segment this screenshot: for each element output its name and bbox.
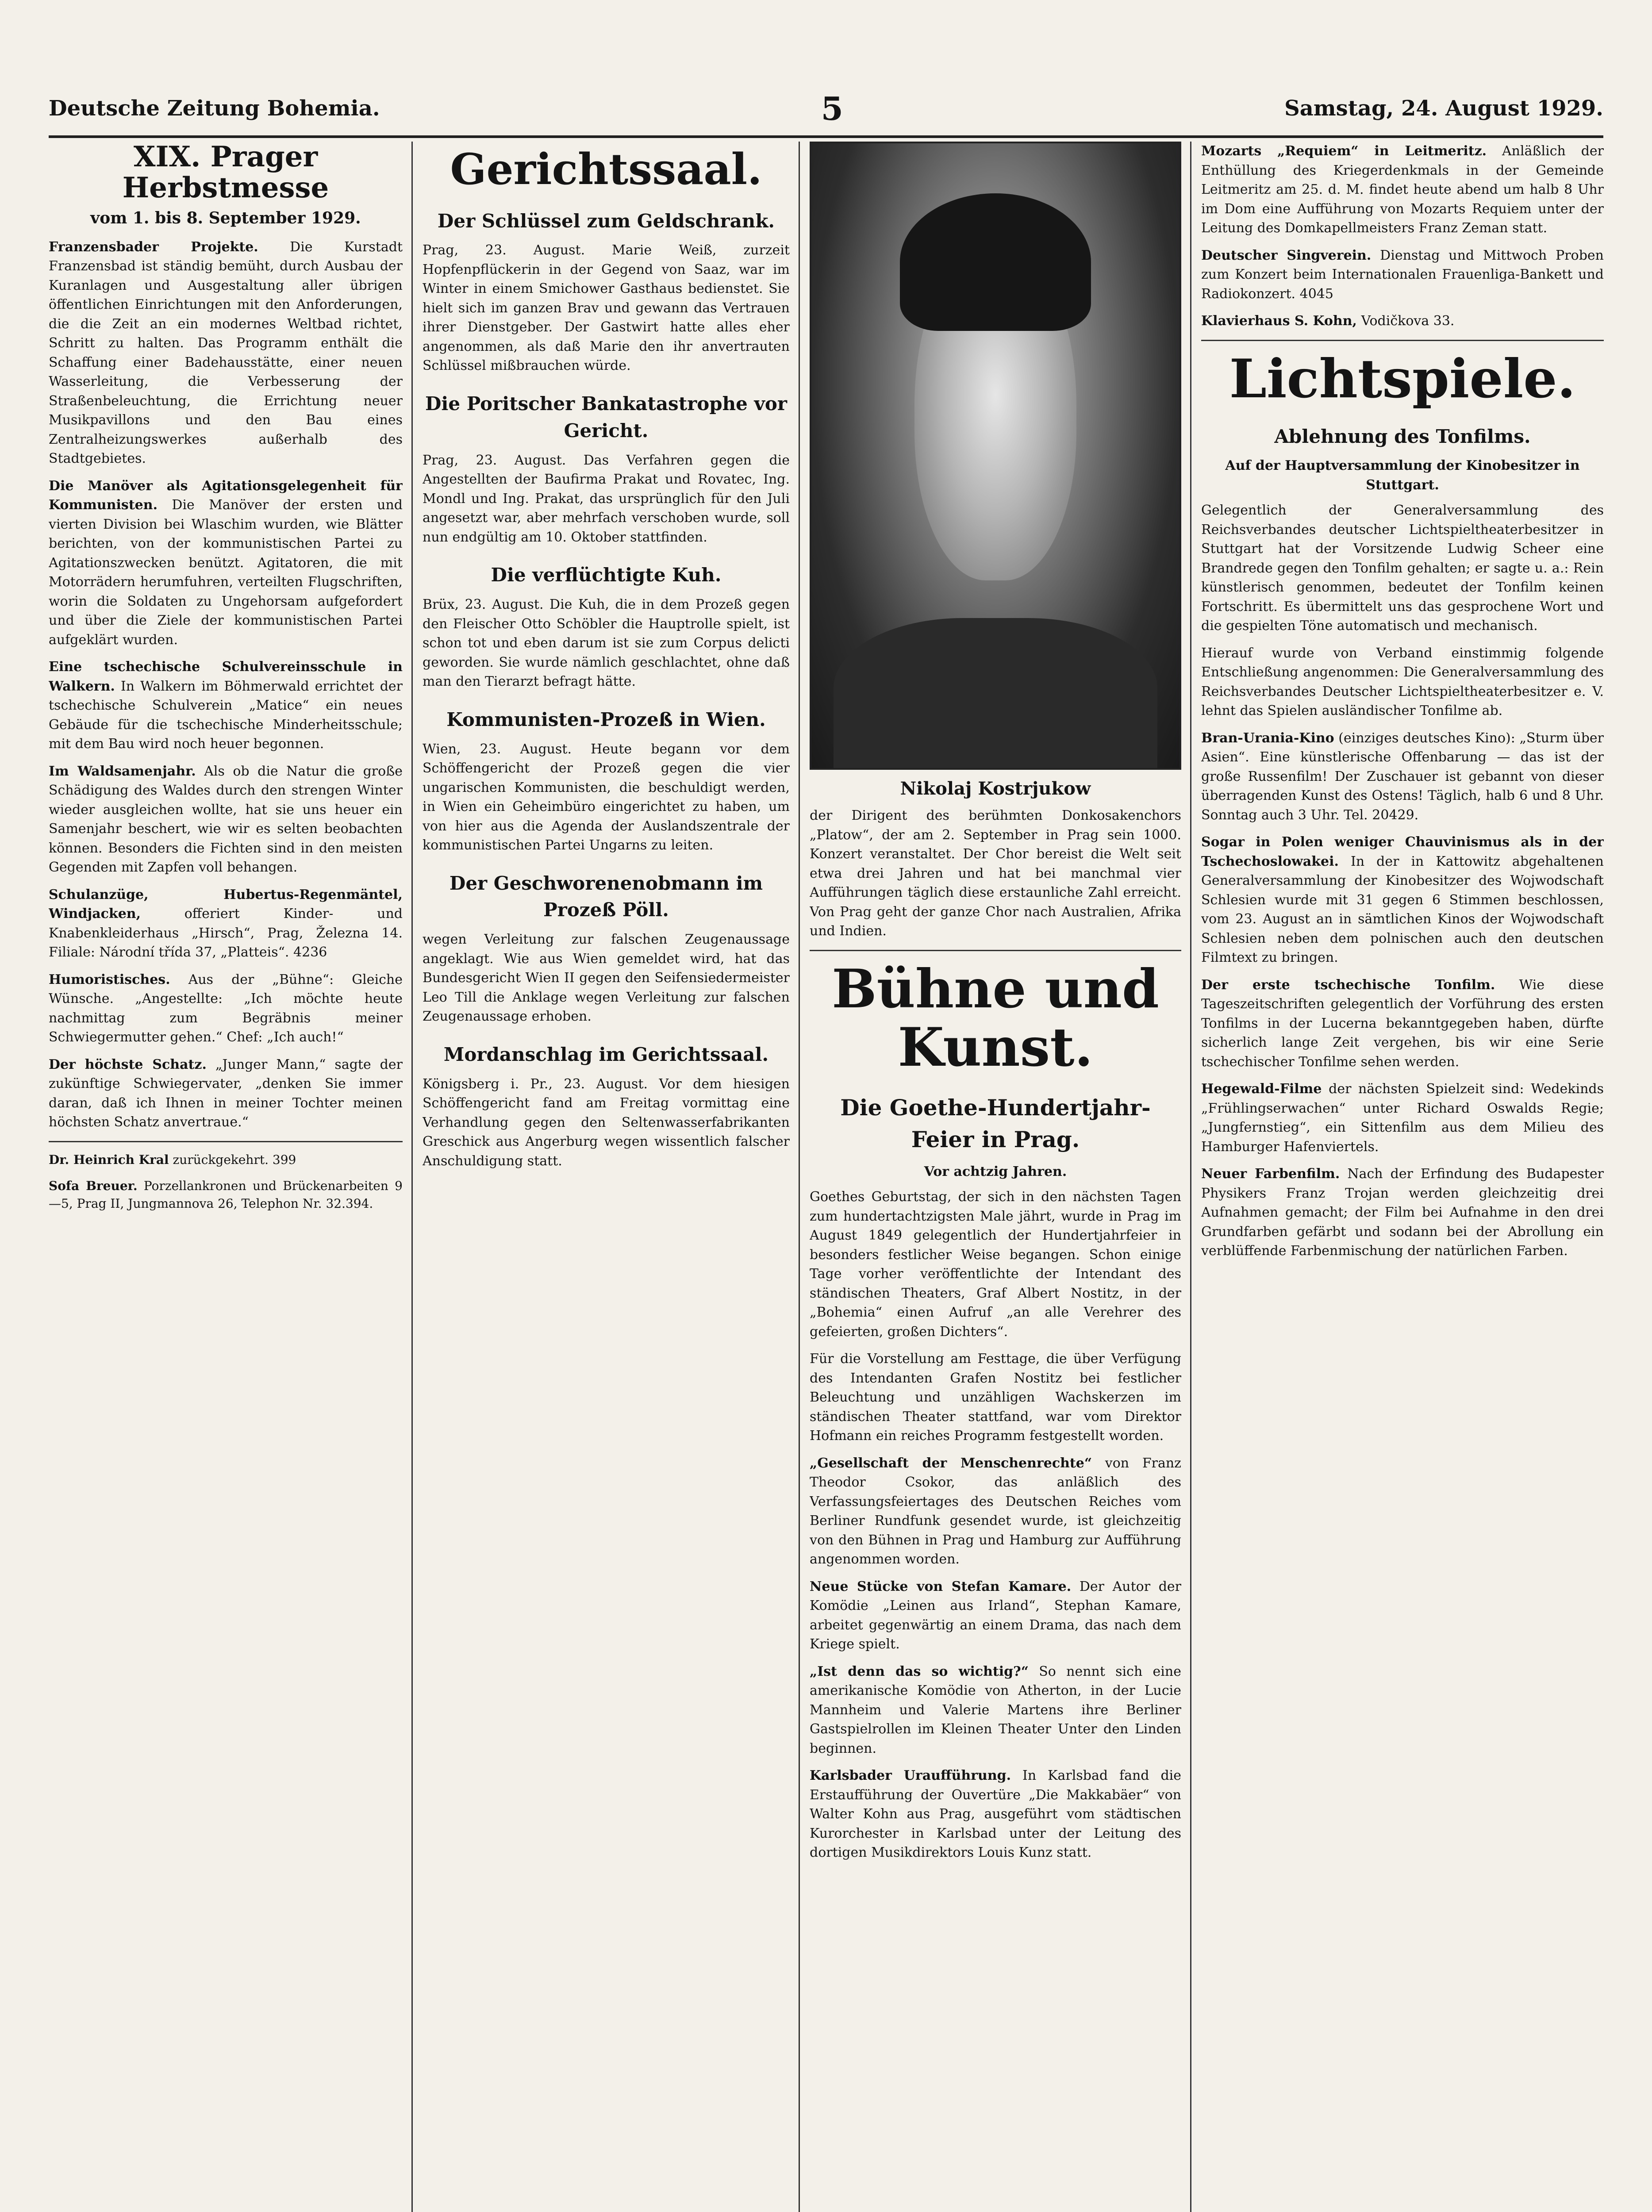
- paper-name: Deutsche Zeitung Bohemia.: [49, 96, 380, 121]
- article-tonfilm-1: Gelegentlich der Generalversammlung des Reichsverbandes deutscher Lichtspieltheaterbesitzer in Stuttgart hat der Vorsitzende Ludwig Scheer eine Brandrede gegen den Tonfilm gehalten; er sagte u. a.: Rein künstlerisch genommen, bedeutet der Tonfilm keinen Fortschritt. Es übermittelt uns das gesprochene Wort und die gespielten Töne automatisch und mechanisch.: [1201, 503, 1604, 634]
- tonfilm-title: Ablehnung des Tonfilms.: [1274, 425, 1531, 447]
- article-goethe-1: Goethes Geburtstag, der sich in den nächsten Tagen zum hundertachtzigsten Male jährt, wurde in Prag im August 1849 gelegentlich der Hundertjahrfeier in besonders festlicher Weise begangen. Schon einige Tage vorher veröffentlichte der Intendant des ständischen Theaters, Graf Albert Nostitz, in der „Bohemia“ einen Aufruf „an alle Verehrer des gefeierten, großen Dichters“.: [810, 1189, 1181, 1340]
- column-divider: [411, 142, 413, 2212]
- article-manoever: Die Manöver als Agitationsgelegenheit für Kommunisten. Die Manöver der ersten und vierten Division bei Wlaschim wurden, wie Blätter berichten, von der kommunistischen Partei zu Agitationszwecken benützt. Agitatoren, die mit Motorrädern herumfuhren, verteilten Flugschriften, worin die Soldaten zu Ungehorsam aufgefordert und über die Ziele der kommunistischen Partei aufgeklärt wurden.: [49, 478, 403, 648]
- article-farbenfilm: Neuer Farbenfilm. Nach der Erfindung des Budapester Physikers Franz Trojan werden gleichzeitig drei Aufnahmen gemacht; der Film bei Aufnahme in den drei Grundfarben gefärbt und sodann bei der Abrollung ein verblüffende Farbenmischung der natürlichen Farben.: [1201, 1166, 1604, 1259]
- masthead-rule: [49, 135, 1603, 138]
- photo-shoulders: [834, 618, 1157, 770]
- notice-kral: Dr. Heinrich Kral zurückgekehrt. 399: [49, 1152, 296, 1167]
- article-franzensbad: Franzensbader Projekte. Die Kurstadt Franzensbad ist ständig bemüht, durch Ausbau der Kuranlagen und Ausgestaltung aller übrigen öffentlichen Einrichtungen mit den Anforderungen, die die Zeit an ein modernes Weltbad richtet, Schritt zu halten. Das Programm enthält die Schaffung einer Badehausstätte, einer neuen Wasserleitung, die Verbesserung der Straßenbeleuchtung, die Errichtung neuer Musikpavillons und den Bau eines Zentralheizungswerkes außerhalb des Stadtgebietes.: [49, 239, 403, 467]
- ad-klavierhaus: Klavierhaus S. Kohn, Vodičkova 33.: [1201, 313, 1455, 329]
- issue-date: Samstag, 24. August 1929.: [1284, 96, 1603, 121]
- photo-text: der Dirigent des berühmten Donkosakenchors „Platow“, der am 2. September in Prag sein 1000. Konzert veranstaltet. Der Chor bereist die Welt seit etwa drei Jahren und hat bei manchmal vier Aufführungen täglich diese erstaunliche Zahl erreicht. Von Prag geht der ganze Chor nach Australien, Afrika und Indien.: [810, 808, 1181, 939]
- masthead: [49, 84, 1603, 133]
- section-title: Mordanschlag im Gerichtssaal.: [443, 1043, 769, 1065]
- section-title: Der Schlüssel zum Geldschrank.: [437, 210, 775, 232]
- messe-subline: vom 1. bis 8. September 1929.: [90, 208, 361, 227]
- photo-hair: [900, 193, 1091, 331]
- column-divider: [1190, 142, 1191, 2212]
- section-title: Die verflüchtigte Kuh.: [491, 564, 722, 586]
- article-walkern: Eine tschechische Schulvereinsschule in Walkern. In Walkern im Böhmerwald errichtet der tschechische Schulverein „Matice“ ein neues Gebäude für die tschechische Minderheitsschule; mit dem Bau wird noch heuer begonnen.: [49, 659, 403, 752]
- lichtspiele-headline: Lichtspiele.: [1229, 347, 1576, 410]
- article-humor: Humoristisches. Aus der „Bühne“: Gleiche Wünsche. „Angestellte: „Ich möchte heute nachmittag zum Begräbnis meiner Schwiegermutter gehen.“ Chef: „Ich auch!“: [49, 972, 403, 1045]
- page-number: 5: [821, 89, 843, 127]
- messe-headline: XIX. Prager Herbstmesse: [122, 142, 329, 205]
- article-polen: Sogar in Polen weniger Chauvinismus als in der Tschechoslowakei. In der in Kattowitz abgehaltenen Generalversammlung der Kinobesitzer des Wojwodschaft Schlesien wurde mit 31 gegen 6 Stimmen beschlossen, vom 23. August an in sämtlichen Kinos der Wojwodschaft Schlesien neben dem polnischen auch den deutschen Filmtext zu bringen.: [1201, 834, 1604, 966]
- gerichtssaal-headline: Gerichtssaal.: [450, 144, 762, 194]
- article-menschenrechte: „Gesellschaft der Menschenrechte“ von Franz Theodor Csokor, das anläßlich des Verfassungsfeiertages des Deutschen Reiches vom Berliner Rundfunk gesendet wurde, ist gleichzeitig von den Bühnen in Prag und Hamburg zur Aufführung angenommen worden.: [810, 1455, 1181, 1567]
- ad-breuer: Sofa Breuer. Porzellankronen und Brückenarbeiten 9—5, Prag II, Jungmannova 26, Telephon Nr. 32.394.: [49, 1178, 403, 1211]
- section-title: Der Geschworenenobmann im Prozeß Pöll.: [449, 872, 763, 921]
- portrait-photo: [810, 142, 1181, 770]
- article-kamare: Neue Stücke von Stefan Kamare. Der Autor der Komödie „Leinen aus Irland“, Stephan Kamare, arbeitet gegenwärtig an einem Drama, das nach dem Kriege spielt.: [810, 1578, 1181, 1652]
- article-bankatastrophe: Prag, 23. August. Das Verfahren gegen die Angestellten der Baufirma Prakat und Rovatec, Ing. Mondl und Ing. Prakat, das ursprünglich für den Juli angesetzt war, aber mehrfach verschoben wurde, soll nun endgültig am 10. Oktober stattfinden.: [423, 452, 790, 545]
- divider: [1201, 340, 1604, 341]
- article-goethe-2: Für die Vorstellung am Festtage, die über Verfügung des Intendanten Grafen Nostitz bei festlicher Beleuchtung und unzähligen Wachskerzen im ständischen Theater stattfand, war vom Direktor Hofmann ein reiches Programm festgestellt worden.: [810, 1351, 1181, 1444]
- article-kuh: Brüx, 23. August. Die Kuh, die in dem Prozeß gegen den Fleischer Otto Schöbler die Hauptrolle spielt, ist schon tot und eben darum ist sie zum Corpus delicti geworden. Sie wurde nämlich geschlachtet, ohne daß man den Tierarzt befragt hätte.: [423, 597, 790, 690]
- goethe-title: Die Goethe-Hundertjahr-Feier in Prag.: [840, 1094, 1151, 1152]
- article-waldsamen: Im Waldsamenjahr. Als ob die Natur die große Schädigung des Waldes durch den strengen Winter wieder ausgleichen wollte, hat sie uns heuer ein Samenjahr beschert, wie wir es selten beobachten können. Besonders die Fichten sind in den meisten Gegenden mit Zapfen voll behangen.: [49, 763, 403, 876]
- column-divider: [799, 142, 800, 2212]
- article-hegewald: Hegewald-Filme der nächsten Spielzeit sind: Wedekinds „Frühlingserwachen“ unter Richard Oswalds Regie; „Jungfernstieg“, ein Sittenfilm aus dem Milieu des Hamburger Hafenviertels.: [1201, 1081, 1604, 1155]
- article-schatz: Der höchste Schatz. „Junger Mann,“ sagte der zukünftige Schwiegervater, „denken Sie immer daran, daß ich Ihnen in meiner Tochter meinen höchsten Schatz anvertraue.“: [49, 1056, 403, 1130]
- tonfilm-subtitle: Auf der Hauptversammlung der Kinobesitzer in Stuttgart.: [1225, 458, 1580, 493]
- column-1: [49, 142, 403, 2212]
- photo-caption: Nikolaj Kostrjukow: [900, 778, 1091, 799]
- notice-singverein: Deutscher Singverein. Dienstag und Mittwoch Proben zum Konzert beim Internationalen Frauenliga-Bankett und Radiokonzert. 4045: [1201, 247, 1604, 302]
- article-wien: Wien, 23. August. Heute begann vor dem Schöffengericht der Prozeß gegen die vier ungarischen Kommunisten, die beschuldigt werden, in Wien ein Geheimbüro eingerichtet zu haben, um von hier aus die Agenda der Auslandszentrale der kommunistischen Partei Ungarns zu leiten.: [423, 741, 790, 853]
- divider: [810, 950, 1181, 951]
- divider: [49, 1141, 403, 1142]
- section-title: Kommunisten-Prozeß in Wien.: [446, 708, 766, 730]
- article-karlsbad: Karlsbader Uraufführung. In Karlsbad fand die Erstaufführung der Ouvertüre „Die Makkabäer“ von Walter Kohn aus Prag, ausgeführt vom städtischen Kurorchester in Karlsbad unter der Leitung des dortigen Musikdirektors Louis Kunz statt.: [810, 1768, 1181, 1860]
- ad-schulanzuege: Schulanzüge, Hubertus-Regenmäntel, Windjacken, offeriert Kinder- und Knabenkleiderhaus „Hirsch“, Prag, Železna 14. Filiale: Národní třída 37, „Platteis“. 4236: [49, 887, 403, 960]
- column-2: [423, 142, 790, 2212]
- buehne-headline: Bühne und Kunst.: [832, 957, 1159, 1079]
- goethe-subtitle: Vor achtzig Jahren.: [924, 1164, 1067, 1179]
- article-requiem: Mozarts „Requiem“ in Leitmeritz. Anläßlich der Enthüllung des Kriegerdenkmals in der Gemeinde Leitmeritz am 25. d. M. findet heute abend um halb 8 Uhr im Dom eine Aufführung von Mozarts Requiem unter der Leitung des Domkapellmeisters Franz Zeman statt.: [1201, 143, 1604, 236]
- ad-urania: Bran-Urania-Kino (einziges deutsches Kino): „Sturm über Asien“. Eine künstlerische Offenbarung — das ist der große Russenfilm! Der Zuschauer ist gebannt von dieser überragenden Kunst des Ostens! Täglich, halb 6 und 8 Uhr. Sonntag auch 3 Uhr. Tel. 20429.: [1201, 730, 1604, 823]
- article-wichtig: „Ist denn das so wichtig?“ So nennt sich eine amerikanische Komödie von Atherton, in der Lucie Mannheim und Valerie Martens ihre Berliner Gastspielrollen im Kleinen Theater Unter den Linden beginnen.: [810, 1663, 1181, 1756]
- article-mordanschlag: Königsberg i. Pr., 23. August. Vor dem hiesigen Schöffengericht fand am Freitag vormittag eine Verhandlung gegen den Seltenwasserfabrikanten Greschick aus Angerburg wegen wissentlich falscher Anschuldigung statt.: [423, 1076, 790, 1169]
- column-4: [1201, 142, 1604, 2212]
- article-tonfilm-2: Hierauf wurde von Verband einstimmig folgende Entschließung angenommen: Die Generalversammlung des Reichsverbandes Deutscher Lichtspieltheaterbesitzer e. V. lehnt das Spielen ausländischer Tonfilme ab.: [1201, 645, 1604, 719]
- section-title: Die Poritscher Bankatastrophe vor Gericht.: [425, 392, 788, 442]
- article-poell: wegen Verleitung zur falschen Zeugenaussage angeklagt. Wie aus Wien gemeldet wird, hat das Bundesgericht Wien II gegen den Seifensiedermeister Leo Till die Anklage wegen Verleitung zur falschen Zeugenaussage erhoben.: [423, 932, 790, 1025]
- column-3: [810, 142, 1181, 2212]
- article-schluessel: Prag, 23. August. Marie Weiß, zurzeit Hopfenpflückerin in der Gegend von Saaz, war im Winter in einem Smichower Gasthaus bedienstet. Sie hielt sich im ganzen Brav und gewann das Vertrauen ihrer Dienstgeber. Der Gastwirt hatte alles eher angenommen, als daß Marie den ihr anvertrauten Schlüssel mißbrauchen würde.: [423, 242, 790, 374]
- article-erster-tonfilm: Der erste tschechische Tonfilm. Wie diese Tageszeitschriften gelegentlich der Vorführung des ersten Tonfilms in der Lucerna bekanntgegeben haben, dürfte sicherlich lange Zeit vergehen, bis wir eine Serie tschechischer Tonfilme sehen werden.: [1201, 977, 1604, 1070]
